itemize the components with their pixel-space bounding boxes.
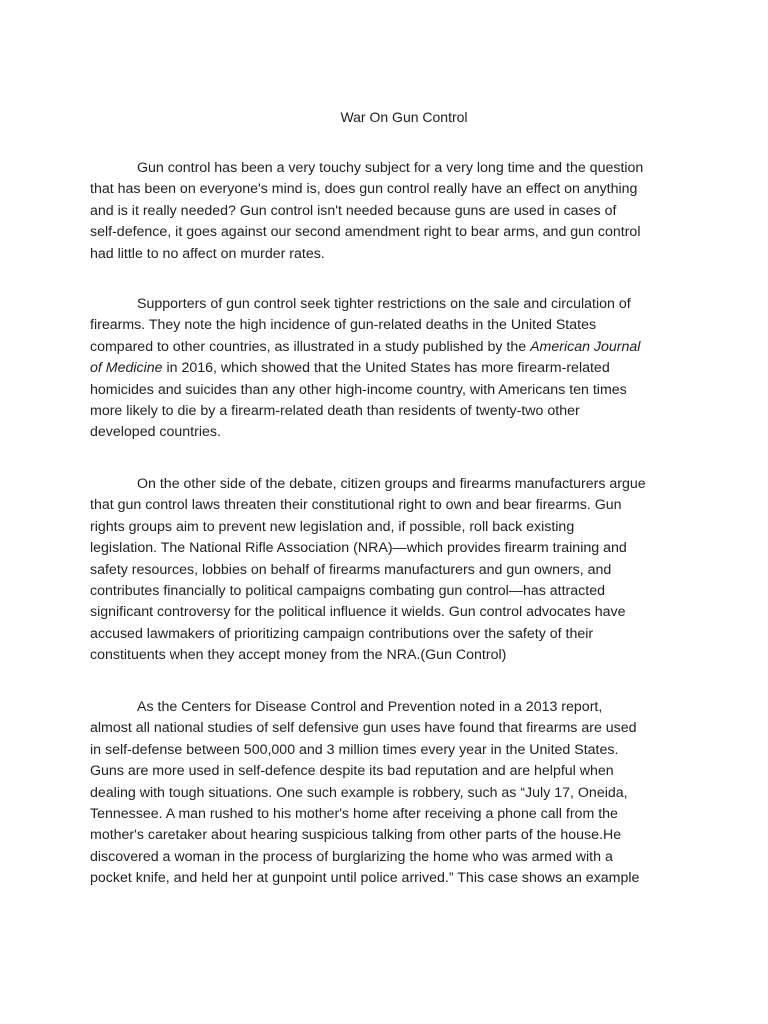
paragraph-2 bbox=[90, 294, 730, 444]
paragraph-4 bbox=[90, 697, 730, 890]
paragraph-line: that has been on everyone's mind is, does gun control really have an effect on anything bbox=[90, 181, 638, 198]
paragraph-line: legislation. The National Rifle Association (NRA)—which provides firearm training and bbox=[90, 540, 627, 557]
paragraph-line: and is it really needed? Gun control isn't needed because guns are used in cases of bbox=[90, 202, 617, 219]
paragraph-line: developed countries. bbox=[90, 424, 221, 441]
paragraph-line: As the Centers for Disease Control and Prevention noted in a 2013 report, bbox=[137, 699, 603, 715]
paragraph-line bbox=[90, 358, 730, 379]
paragraph-line: more likely to die by a firearm-related death than residents of twenty-two other bbox=[90, 403, 580, 420]
paragraph-line: Guns are more used in self-defence despite its bad reputation and are helpful when bbox=[90, 763, 614, 780]
paragraph-line: self-defence, it goes against our second amendment right to bear arms, and gun control bbox=[90, 224, 641, 241]
paragraph-3 bbox=[90, 474, 730, 667]
paragraph-line: in self-defense between 500,000 and 3 million times every year in the United States. bbox=[90, 741, 619, 758]
paragraph-line: accused lawmakers of prioritizing campaign contributions over the safety of their bbox=[90, 625, 594, 642]
paragraph-line bbox=[90, 337, 730, 358]
journal-name-italic: of Medicine bbox=[90, 360, 163, 377]
document-title: War On Gun Control bbox=[340, 109, 468, 125]
paragraph-line: Supporters of gun control seek tighter restrictions on the sale and circulation of bbox=[137, 296, 631, 312]
paragraph-line: Tennessee. A man rushed to his mother's home after receiving a phone call from the bbox=[90, 806, 618, 823]
journal-name-italic: American Journal bbox=[530, 338, 641, 355]
paragraph-line: rights groups aim to prevent new legislation and, if possible, roll back existing bbox=[90, 518, 575, 535]
paragraph-line: On the other side of the debate, citizen groups and firearms manufacturers argue bbox=[137, 476, 646, 492]
paragraph-line: that gun control laws threaten their constitutional right to own and bear firearms. Gun bbox=[90, 497, 622, 514]
paragraph-line: almost all national studies of self defensive gun uses have found that firearms are used bbox=[90, 720, 637, 737]
paragraph-line: Gun control has been a very touchy subject for a very long time and the question bbox=[137, 160, 644, 176]
paragraph-1 bbox=[90, 158, 730, 265]
paragraph-line: constituents when they accept money from the NRA.(Gun Control) bbox=[90, 647, 507, 664]
paragraph-line: dealing with tough situations. One such example is robbery, such as “July 17, Oneida, bbox=[90, 784, 628, 801]
paragraph-line: firearms. They note the high incidence of gun-related deaths in the United States bbox=[90, 317, 597, 334]
paragraph-line: discovered a woman in the process of burglarizing the home who was armed with a bbox=[90, 848, 613, 865]
paragraph-text: in 2016, which showed that the United States has more firearm-related bbox=[162, 360, 610, 377]
paragraph-line: safety resources, lobbies on behalf of firearms manufacturers and gun owners, and bbox=[90, 561, 612, 578]
paragraph-line: contributes financially to political campaigns combating gun control—has attracted bbox=[90, 583, 605, 600]
paragraph-line: had little to no affect on murder rates. bbox=[90, 245, 325, 262]
paragraph-line: significant controversy for the political influence it wields. Gun control advocates have bbox=[90, 604, 626, 621]
paragraph-line: pocket knife, and held her at gunpoint until police arrived.” This case shows an example bbox=[90, 870, 640, 887]
paragraph-line: homicides and suicides than any other high-income country, with Americans ten times bbox=[90, 381, 627, 398]
paragraph-text: compared to other countries, as illustrated in a study published by the bbox=[90, 338, 531, 355]
paragraph-line: mother's caretaker about hearing suspicious talking from other parts of the house.He bbox=[90, 827, 622, 844]
